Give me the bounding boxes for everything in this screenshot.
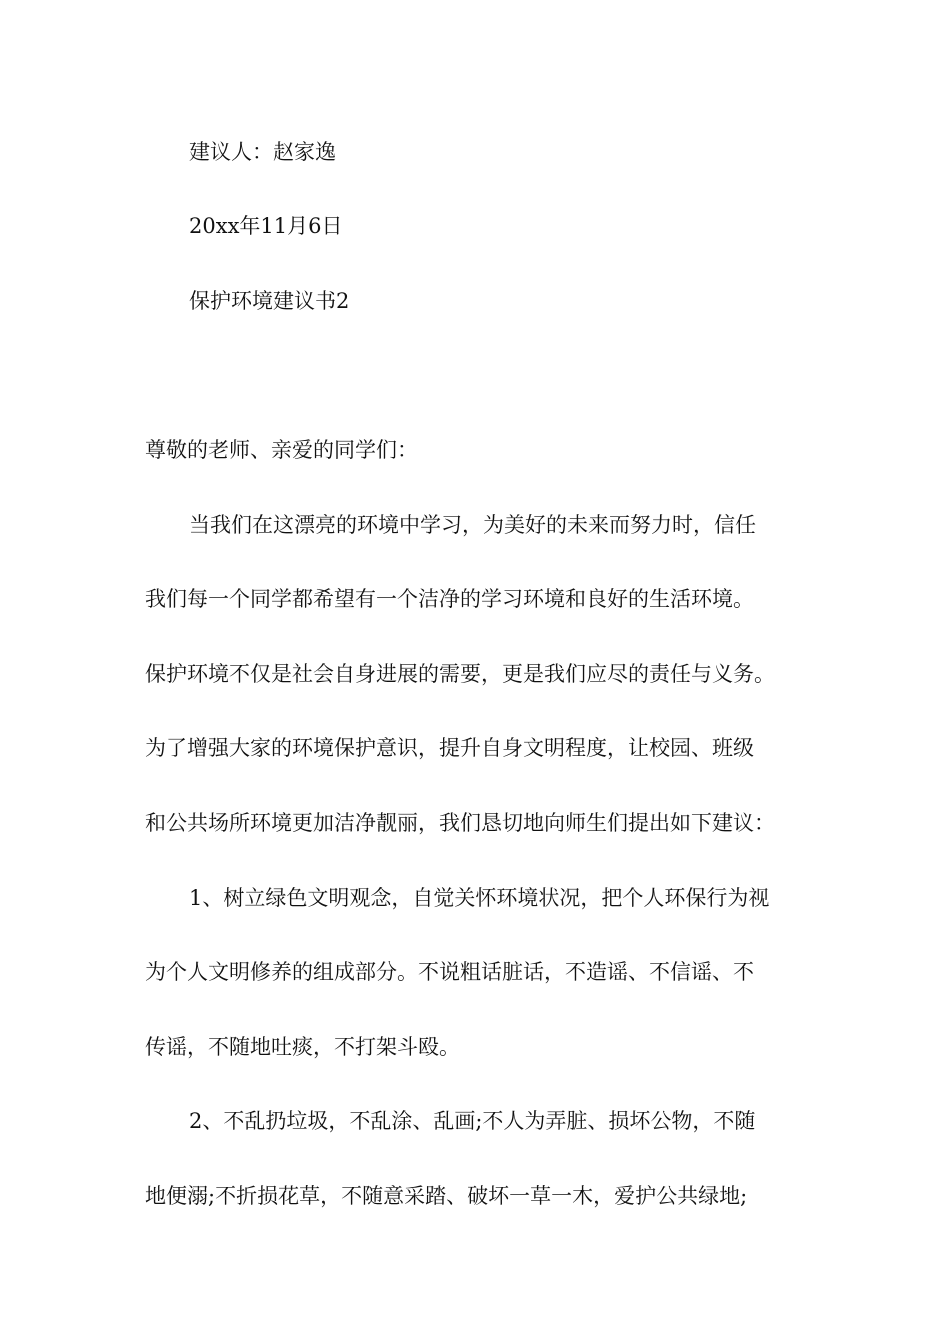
body-line: 为个人文明修养的组成部分。不说粗话脏话，不造谣、不信谣、不 (145, 960, 754, 984)
body-line: 为了增强大家的环境保护意识，提升自身文明程度，让校园、班级 (145, 736, 754, 760)
body-line: 当我们在这漂亮的环境中学习，为美好的未来而努力时，信任 (189, 513, 756, 537)
greeting-line: 尊敬的老师、亲爱的同学们： (145, 438, 418, 462)
body-line: 我们每一个同学都希望有一个洁净的学习环境和良好的生活环境。 (145, 587, 754, 611)
body-line: 和公共场所环境更加洁净靓丽，我们恳切地向师生们提出如下建议： (145, 811, 775, 835)
body-line: 地便溺;不折损花草，不随意采踏、破坏一草一木，爱护公共绿地; (145, 1184, 748, 1208)
date-line: 20xx年11月6日 (189, 214, 343, 238)
body-line: 传谣，不随地吐痰，不打架斗殴。 (145, 1035, 460, 1059)
proposer-line: 建议人：赵家逸 (189, 140, 336, 164)
body-line: 保护环境不仅是社会自身进展的需要，更是我们应尽的责任与义务。 (145, 662, 775, 686)
body-line: 2、不乱扔垃圾，不乱涂、乱画;不人为弄脏、损坏公物，不随 (189, 1109, 756, 1133)
document-title: 保护环境建议书2 (189, 289, 350, 313)
body-line: 1、树立绿色文明观念，自觉关怀环境状况，把个人环保行为视 (189, 886, 770, 910)
